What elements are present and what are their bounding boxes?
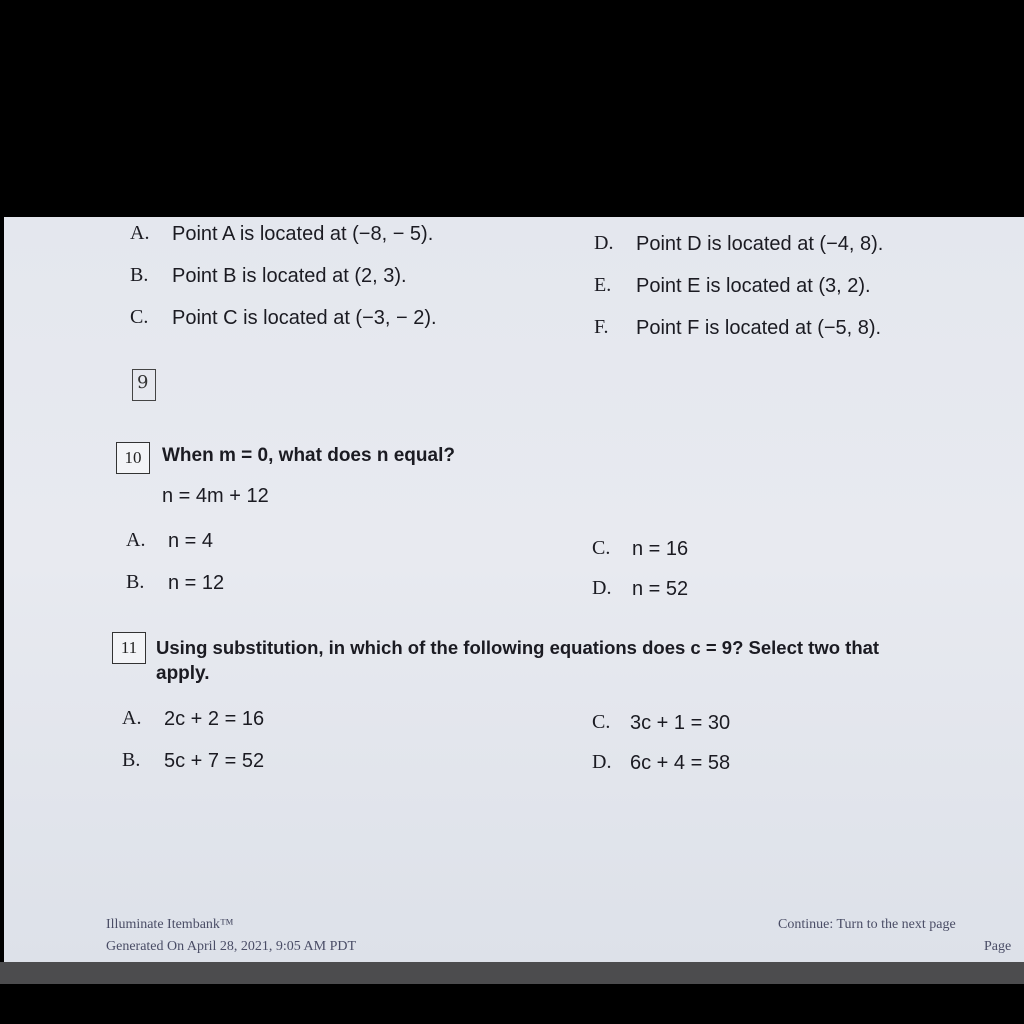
desk-edge: [0, 962, 1024, 984]
q9-option-e-letter: E.: [594, 274, 612, 296]
q11-option-b-text: 5c + 7 = 52: [164, 750, 265, 772]
q11-question-line2: apply.: [156, 663, 210, 684]
q11-option-c-text: 3c + 1 = 30: [630, 712, 731, 734]
q11-option-b-letter: B.: [122, 749, 141, 771]
footer-generated: Generated On April 28, 2021, 9:05 AM PDT: [106, 939, 357, 954]
q9-option-e-text: Point E is located at (3, 2).: [636, 275, 871, 297]
q9-option-a-letter: A.: [130, 222, 150, 244]
handwritten-mark-text: 9: [137, 372, 149, 393]
handwritten-mark: [132, 369, 156, 401]
q9-option-f-text: Point F is located at (−5, 8).: [636, 317, 882, 339]
q11-option-d-text: 6c + 4 = 58: [630, 752, 731, 774]
footer-continue: Continue: Turn to the next page: [778, 917, 956, 932]
footer-brand: Illuminate Itembank™: [106, 917, 234, 932]
q9-option-b-text: Point B is located at (2, 3).: [172, 265, 407, 287]
q10-option-b-letter: B.: [126, 571, 145, 593]
footer-page: Page: [984, 939, 1012, 954]
q9-option-f-letter: F.: [594, 316, 609, 338]
worksheet-page: [4, 217, 1024, 962]
q10-option-b-text: n = 12: [168, 572, 225, 594]
q9-option-a-text: Point A is located at (−8, − 5).: [172, 223, 434, 245]
q10-option-a-text: n = 4: [168, 530, 214, 552]
q9-option-d-text: Point D is located at (−4, 8).: [636, 233, 884, 255]
q11-option-c-letter: C.: [592, 711, 611, 733]
q11-option-a-letter: A.: [122, 707, 142, 729]
question-number-10: 10: [116, 442, 150, 474]
q9-option-c-letter: C.: [130, 306, 149, 328]
question-number-11: 11: [112, 632, 146, 664]
q10-option-d-letter: D.: [592, 577, 612, 599]
q9-option-d-letter: D.: [594, 232, 614, 254]
q11-option-d-letter: D.: [592, 751, 612, 773]
q9-option-b-letter: B.: [130, 264, 149, 286]
q10-option-d-text: n = 52: [632, 578, 689, 600]
q10-option-a-letter: A.: [126, 529, 146, 551]
q9-option-c-text: Point C is located at (−3, − 2).: [172, 307, 437, 329]
q10-equation: n = 4m + 12: [162, 485, 269, 507]
q11-option-a-text: 2c + 2 = 16: [164, 708, 265, 730]
q11-question-line1: Using substitution, in which of the following equations does c = 9? Select two that: [156, 637, 880, 658]
q10-question: When m = 0, what does n equal?: [162, 445, 455, 466]
q10-option-c-text: n = 16: [632, 538, 689, 560]
q10-option-c-letter: C.: [592, 537, 611, 559]
